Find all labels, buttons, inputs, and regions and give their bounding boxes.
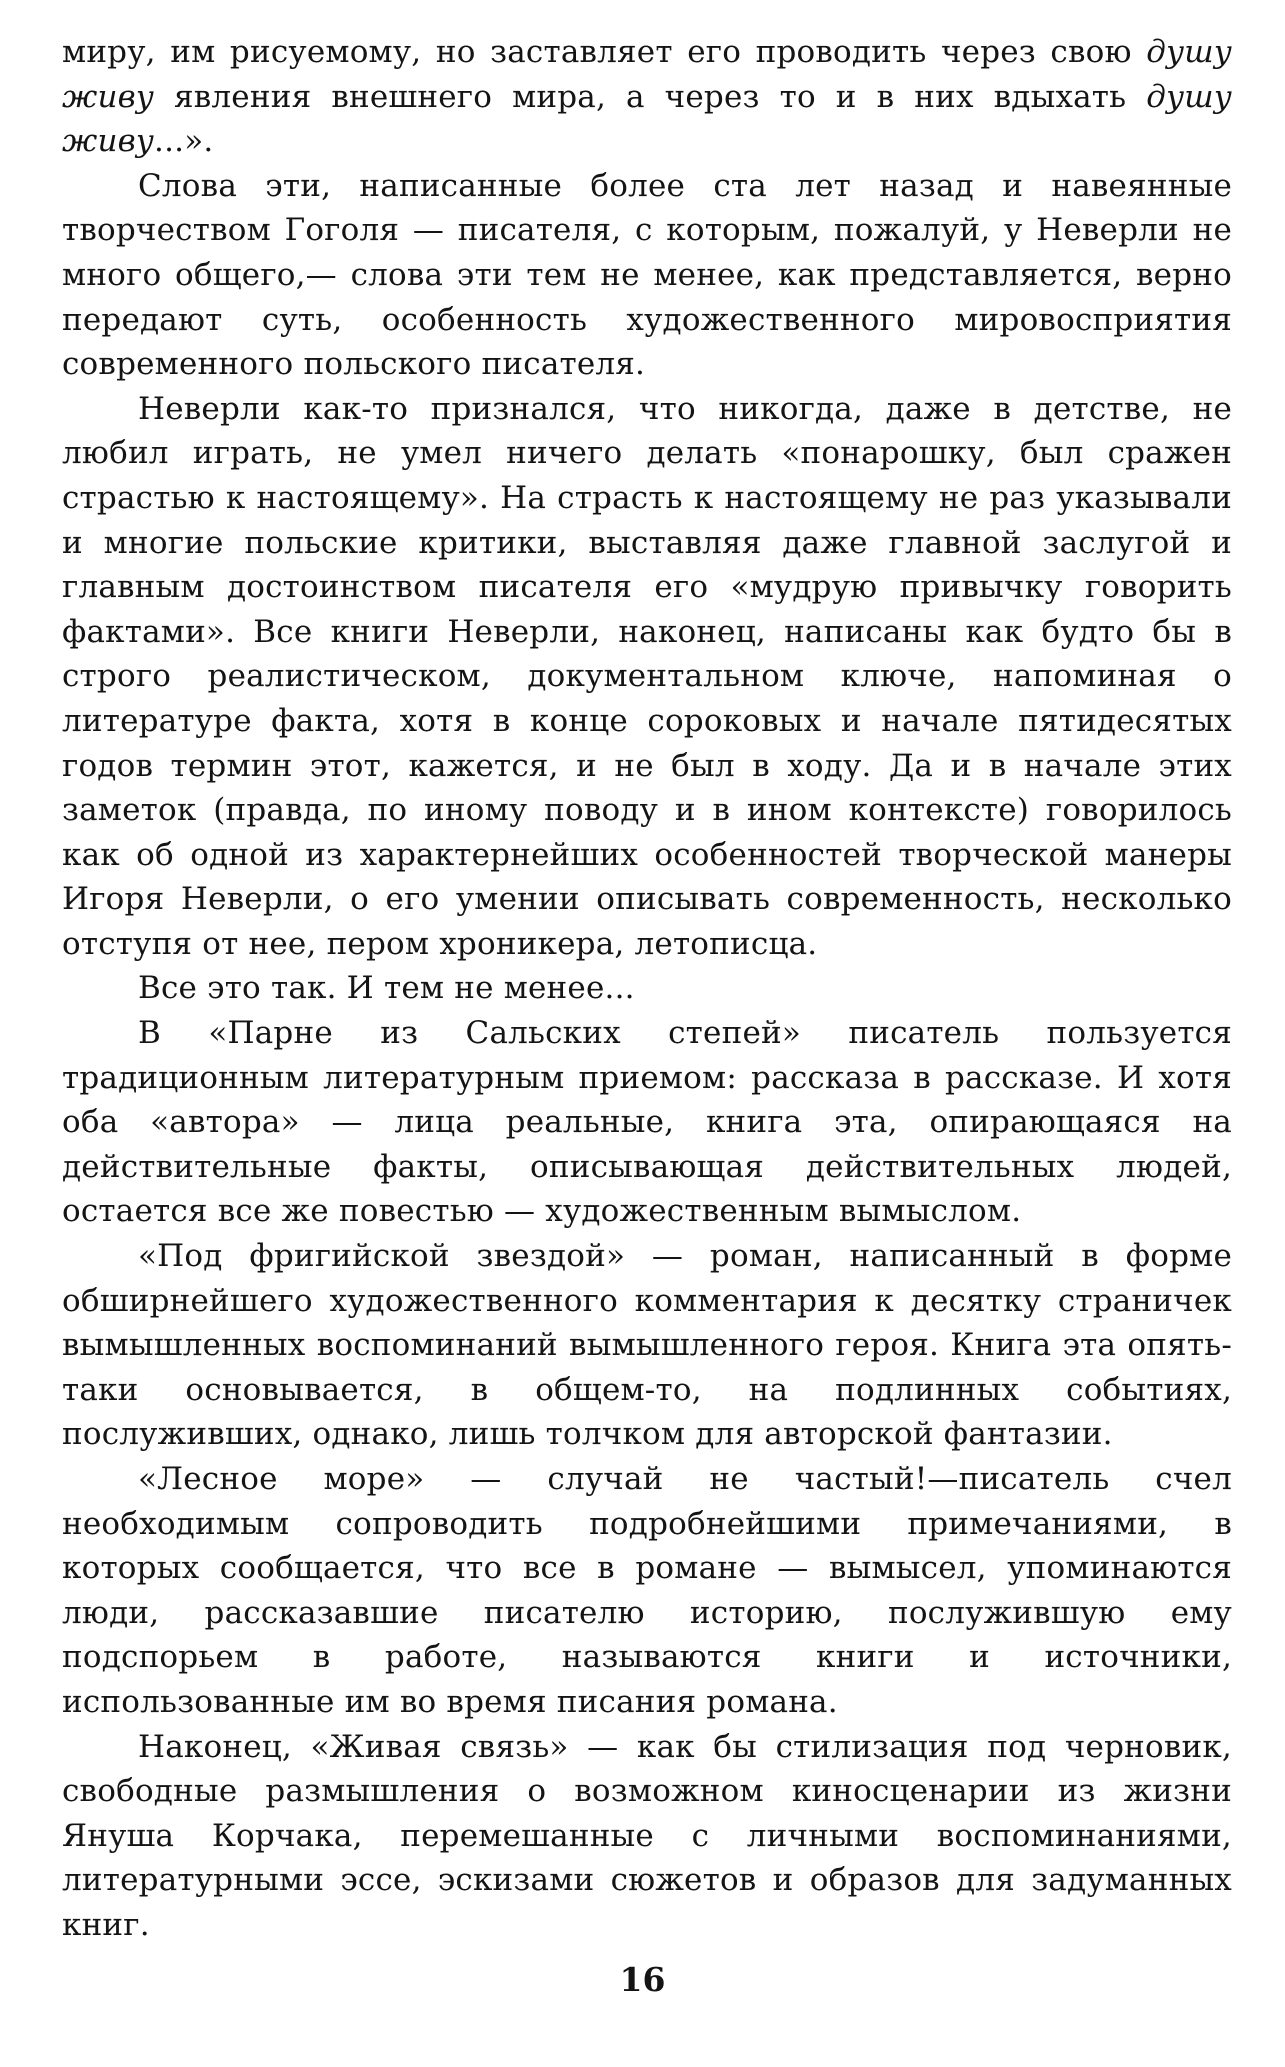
paragraph: «Лесное море» — случай не частый!—писатель счел необходимым сопроводить подробнейшими примечаниями, в которых сообщается, что все в романе — вымысел, упоминаются люди, рассказавшие писателю историю, послужившую ему подспорьем в работе, называются книги и источники, использованные им во время писания романа. bbox=[62, 1461, 1232, 1720]
paragraph-continuation bbox=[62, 30, 1232, 164]
paragraph: В «Парне из Сальских степей» писатель пользуется традиционным литературным приемом: рассказа в рассказе. И хотя оба «автора» — лица реальные, книга эта, опирающаяся на действительные факты, описывающая действительных людей, остается все же повестью — художественным вымыслом. bbox=[62, 1015, 1232, 1230]
italic-phrase: душу живу bbox=[62, 34, 1232, 115]
document-page bbox=[62, 30, 1232, 1948]
text-run: ...». bbox=[154, 123, 214, 160]
paragraph: Все это так. И тем не менее... bbox=[138, 970, 635, 1007]
paragraph: «Под фригийской звездой» — роман, написанный в форме обширнейшего художественного комментария к десятку страничек вымышленных воспоминаний вымышленного героя. Книга эта опять-таки основывается, в общем-то, на подлинных событиях, послуживших, однако, лишь толчком для авторской фантазии. bbox=[62, 1238, 1232, 1453]
text-run: миру, им рисуемому, но заставляет его проводить через свою bbox=[62, 34, 1147, 70]
paragraph: Слова эти, написанные более ста лет назад и навеянные творчеством Гоголя — писателя, с которым, пожалуй, у Неверли не много общего,— слова эти тем не менее, как представляется, верно передают суть, особенность художественного мировосприятия современного польского писателя. bbox=[62, 167, 1232, 383]
paragraph: Неверли как-то признался, что никогда, даже в детстве, не любил играть, не умел ничего делать «понарошку, был сражен страстью к настоящему». На страсть к настоящему не раз указывали и многие польские критики, выставляя даже главной заслугой и главным достоинством писателя его «мудрую привычку говорить фактами». Все книги Неверли, наконец, написаны как будто бы в строго реалистическом, документальном ключе, напоминая о литературе факта, хотя в конце сороковых и начале пятидесятых годов термин этот, кажется, и не был в ходу. Да и в начале этих заметок (правда, по иному поводу и в ином контексте) говорилось как об одной из характернейших особенностей творческой манеры Игоря Неверли, о его умении описывать современность, несколько отступя от нее, пером хроникера, летописца. bbox=[62, 390, 1232, 962]
italic-phrase: душу живу bbox=[62, 78, 1232, 160]
page-number: 16 bbox=[619, 1960, 666, 1999]
paragraph: Наконец, «Живая связь» — как бы стилизация под черновик, свободные размышления о возможном киносценарии из жизни Януша Корчака, перемешанные с личными воспоминаниями, литературными эссе, эскизами сюжетов и образов для задуманных книг. bbox=[62, 1728, 1232, 1943]
text-run: явления внешнего мира, а через то и в них вдыхать bbox=[154, 78, 1147, 115]
